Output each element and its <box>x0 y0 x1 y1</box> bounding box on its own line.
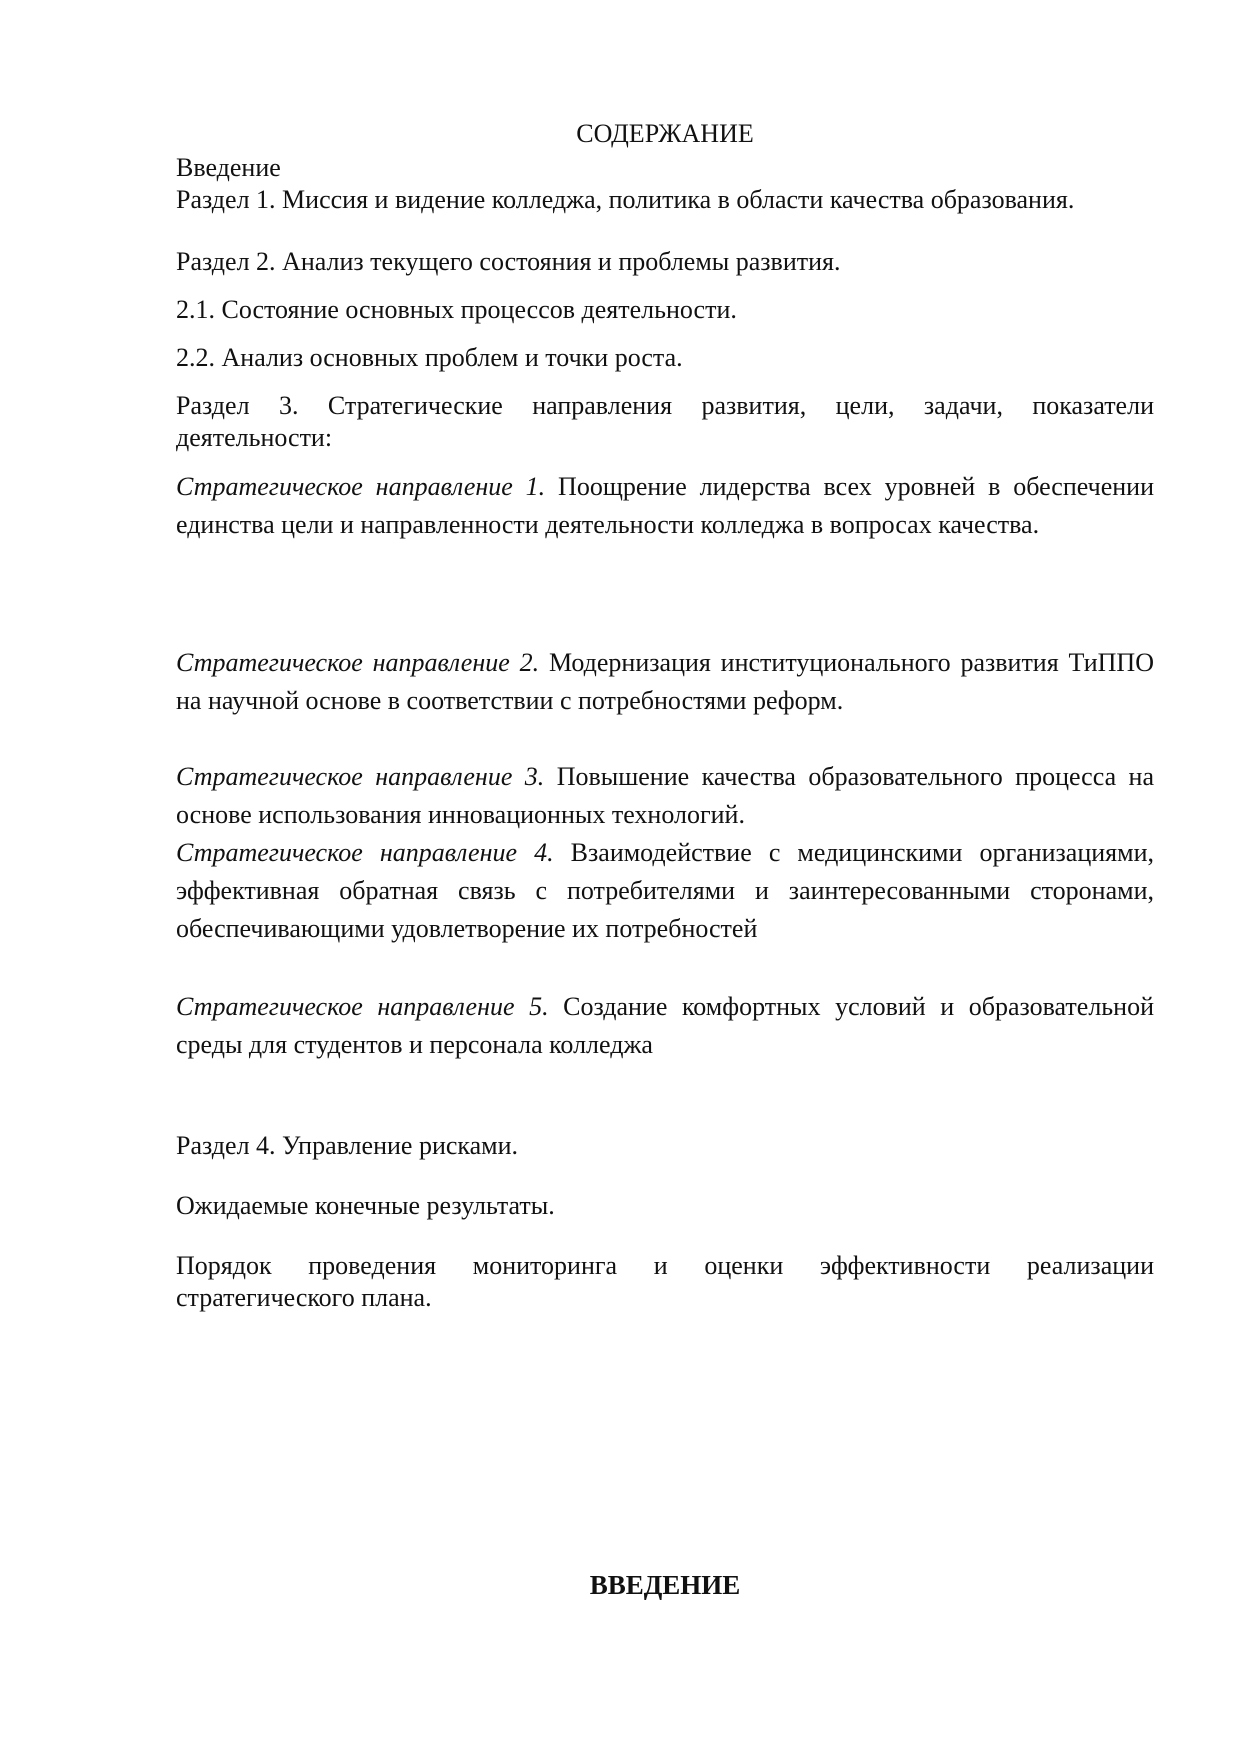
toc-item-monitoring: Порядок проведения мониторинга и оценки эффективности реализации стратегического плана. <box>176 1251 1154 1312</box>
toc-item-section-2-1: 2.1. Состояние основных процессов деятельности. <box>176 295 737 324</box>
strategic-direction-label: Стратегическое направление 5. <box>176 992 549 1021</box>
toc-item-intro: Введение <box>176 153 281 182</box>
toc-item-section-2-2: 2.2. Анализ основных проблем и точки роста. <box>176 343 683 372</box>
strategic-direction-text: Модернизация институционального развития ТиППО на научной основе в соответствии с потребностями реформ. <box>176 648 1154 715</box>
strategic-direction-text: Взаимодействие с медицинскими организациями, эффективная обратная связь с потребителями и заинтересованными сторонами, обеспечивающими удовлетворение их потребностей <box>176 838 1154 943</box>
toc-item-section-1: Раздел 1. Миссия и видение колледжа, политика в области качества образования. <box>176 185 1075 214</box>
toc-item-section-2: Раздел 2. Анализ текущего состояния и проблемы развития. <box>176 247 841 276</box>
intro-heading: ВВЕДЕНИЕ <box>589 1570 741 1600</box>
strategic-direction-text: Создание комфортных условий и образовательной среды для студентов и персонала колледжа <box>176 992 1154 1059</box>
toc-item-section-3: Раздел 3. Стратегические направления развития, цели, задачи, показатели деятельности: <box>176 391 1154 452</box>
strategic-direction-label: Стратегическое направление 3. <box>176 762 545 791</box>
strategic-direction-label: Стратегическое направление 4. <box>176 838 554 867</box>
strategic-direction-2 <box>176 644 1154 720</box>
toc-title: СОДЕРЖАНИЕ <box>576 119 754 148</box>
strategic-direction-1 <box>176 468 1154 544</box>
strategic-direction-4 <box>176 834 1154 948</box>
strategic-direction-3 <box>176 758 1154 834</box>
toc-item-results: Ожидаемые конечные результаты. <box>176 1191 555 1220</box>
toc-item-section-4: Раздел 4. Управление рисками. <box>176 1131 519 1160</box>
strategic-direction-label: Стратегическое направление 1. <box>176 472 546 501</box>
strategic-direction-label: Стратегическое направление 2. <box>176 648 540 677</box>
strategic-direction-5 <box>176 988 1154 1064</box>
strategic-direction-text: Повышение качества образовательного процесса на основе использования инновационных технологий. <box>176 762 1154 829</box>
strategic-direction-text: Поощрение лидерства всех уровней в обеспечении единства цели и направленности деятельности колледжа в вопросах качества. <box>176 472 1154 539</box>
